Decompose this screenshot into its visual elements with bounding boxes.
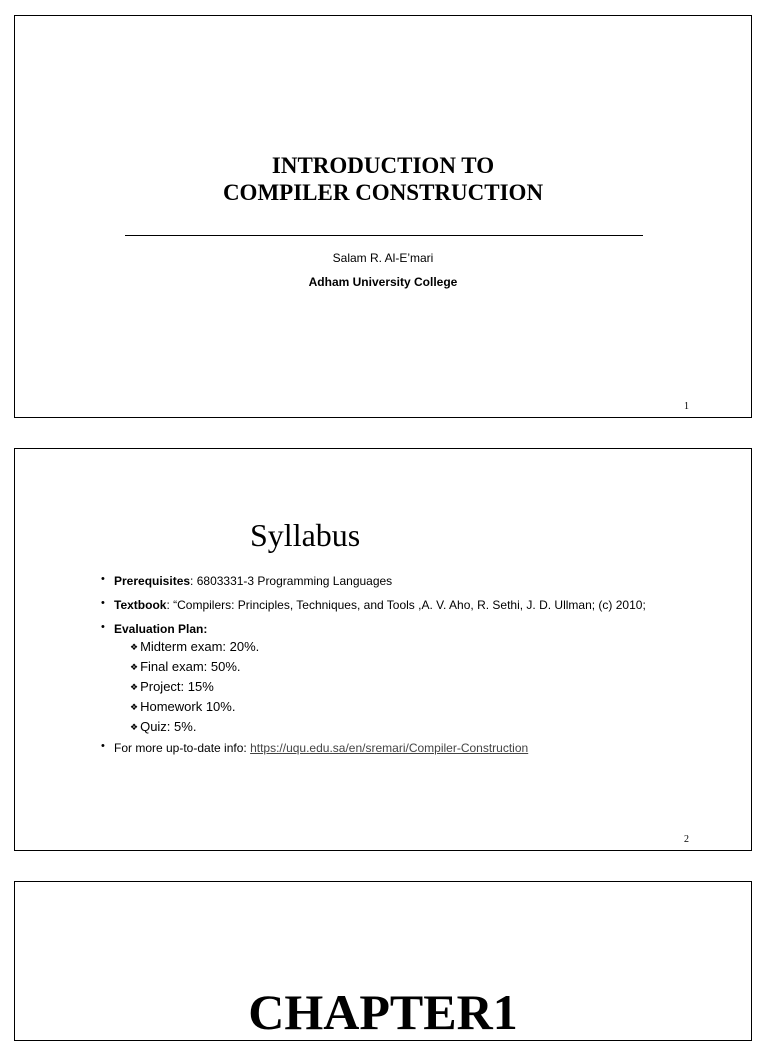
diamond-bullet-icon: ❖ [130,702,139,712]
evaluation-list [114,637,741,737]
college-name: Adham University College [308,275,458,289]
page-number: 2 [684,834,689,845]
bullet-prerequisites [101,574,741,588]
slide-3 [14,881,752,1041]
evaluation-label: Evaluation Plan: [114,622,208,636]
author-name: Salam R. Al-E’mari [332,251,434,265]
info-text: For more up-to-date info: [114,741,251,755]
bullet-textbook [101,598,741,612]
diamond-bullet-icon: ❖ [130,682,139,692]
bullet-evaluation [101,622,741,737]
evaluation-item: ❖ Homework 10%. [130,699,236,714]
page-number: 1 [684,401,689,412]
title-divider [125,235,643,236]
chapter-title: CHAPTER1 [248,984,518,1040]
diamond-bullet-icon: ❖ [130,642,139,652]
evaluation-item: ❖ Project: 15% [130,679,214,694]
evaluation-item: ❖ Quiz: 5%. [130,719,197,734]
prerequisites-label: Prerequisites [114,574,191,588]
textbook-text: : “Compilers: Principles, Techniques, and Tools ,A. V. Aho, R. Sethi, J. D. Ullman; (c) 2010; [166,598,646,612]
bullet-more-info [101,741,741,755]
diamond-bullet-icon: ❖ [130,662,139,672]
evaluation-item: ❖ Midterm exam: 20%. [130,639,260,654]
syllabus-title: Syllabus [250,517,361,553]
bullet-icon: • [101,740,105,752]
prerequisites-text: : 6803331-3 Programming Languages [190,574,393,588]
slide-title [15,152,751,206]
bullet-icon: • [101,597,105,609]
title-line-1: INTRODUCTION TO [271,153,495,178]
diamond-bullet-icon: ❖ [130,722,139,732]
slide-1 [14,15,752,418]
bullet-icon: • [101,573,105,585]
bullet-icon: • [101,621,105,633]
title-line-2: COMPILER CONSTRUCTION [222,180,544,205]
textbook-label: Textbook [114,598,167,612]
slide-2 [14,448,752,851]
evaluation-item: ❖ Final exam: 50%. [130,659,241,674]
syllabus-bullets [101,574,741,765]
course-link[interactable]: https://uqu.edu.sa/en/sremari/Compiler-Construction [250,741,529,755]
